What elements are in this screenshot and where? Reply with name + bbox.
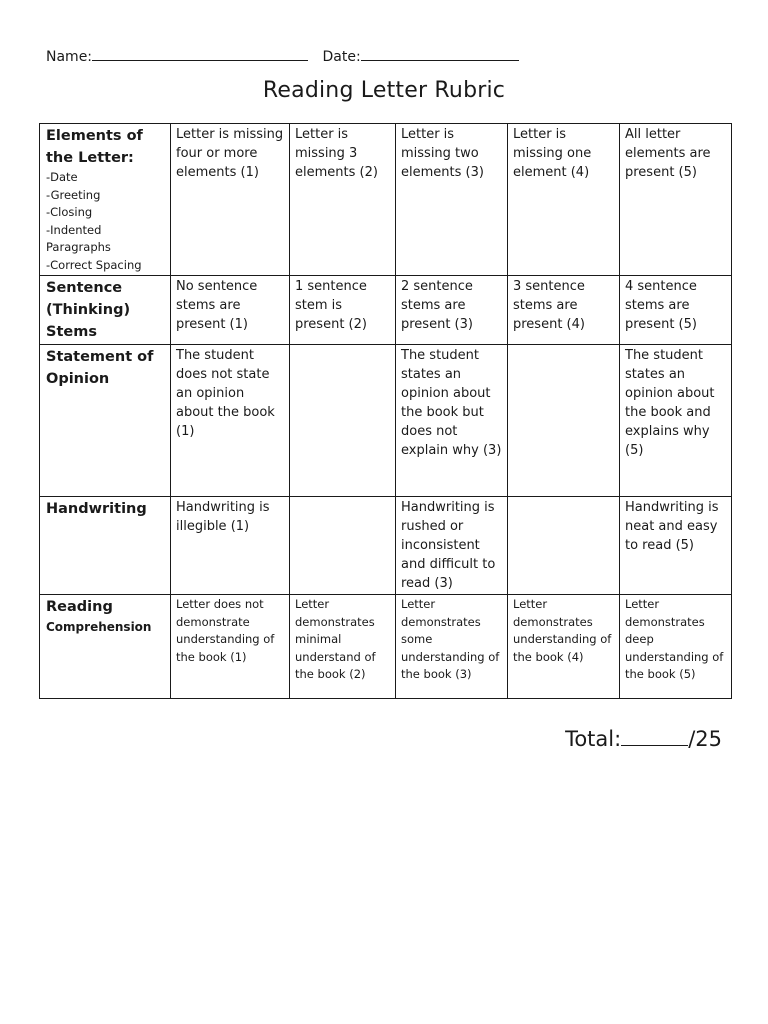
score-cell: 1 sentence stem is present (2) <box>290 276 396 345</box>
score-cell <box>508 497 620 595</box>
criterion-cell <box>40 497 171 595</box>
score-cell: Handwriting is rushed or inconsistent and difficult to read (3) <box>396 497 508 595</box>
date-field[interactable] <box>361 47 519 61</box>
score-cell: No sentence stems are present (1) <box>171 276 290 345</box>
rubric-table <box>39 123 732 699</box>
criterion-label: Handwriting <box>46 501 147 517</box>
rubric-row-sentence-stems <box>40 276 732 345</box>
score-cell: Letter demonstrates minimal understand of the book (2) <box>290 595 396 699</box>
score-cell: Letter does not demonstrate understanding of the book (1) <box>171 595 290 699</box>
score-cell: 2 sentence stems are present (3) <box>396 276 508 345</box>
criterion-cell <box>40 276 171 345</box>
criterion-list-item: -Indented Paragraphs <box>46 222 111 254</box>
score-cell: Letter is missing four or more elements (1) <box>171 124 290 276</box>
total-score <box>565 727 722 751</box>
score-cell: The student states an opinion about the book and explains why (5) <box>620 345 732 497</box>
score-cell: Letter demonstrates understanding of the book (4) <box>508 595 620 699</box>
criterion-label: Sentence (Thinking) Stems <box>46 280 131 340</box>
score-cell: The student states an opinion about the book but does not explain why (3) <box>396 345 508 497</box>
rubric-row-opinion <box>40 345 732 497</box>
criterion-label: Reading <box>46 599 113 615</box>
rubric-row-handwriting <box>40 497 732 595</box>
criterion-label: Elements of the Letter: <box>46 128 143 166</box>
page-title: Reading Letter Rubric <box>262 78 506 103</box>
total-max: /25 <box>688 727 722 751</box>
criterion-list-item: -Closing <box>46 205 93 219</box>
name-date-line <box>46 47 519 65</box>
score-cell <box>508 345 620 497</box>
score-cell: Letter is missing one element (4) <box>508 124 620 276</box>
score-cell: Handwriting is neat and easy to read (5) <box>620 497 732 595</box>
criterion-sublabel: Comprehension <box>46 620 152 634</box>
name-field[interactable] <box>92 47 308 61</box>
score-cell: The student does not state an opinion about the book (1) <box>171 345 290 497</box>
total-score-field[interactable] <box>621 727 688 746</box>
score-cell: Letter is missing 3 elements (2) <box>290 124 396 276</box>
criterion-cell <box>40 124 171 276</box>
score-cell: Handwriting is illegible (1) <box>171 497 290 595</box>
name-label: Name: <box>46 49 93 65</box>
score-cell: Letter is missing two elements (3) <box>396 124 508 276</box>
rubric-row-elements <box>40 124 732 276</box>
criterion-cell <box>40 595 171 699</box>
score-cell: 4 sentence stems are present (5) <box>620 276 732 345</box>
criterion-element-list <box>46 169 166 274</box>
score-cell <box>290 497 396 595</box>
criterion-list-item: -Greeting <box>46 187 101 202</box>
date-label: Date: <box>322 49 361 65</box>
score-cell: Letter demonstrates deep understanding of the book (5) <box>620 595 732 699</box>
score-cell: 3 sentence stems are present (4) <box>508 276 620 345</box>
score-cell: Letter demonstrates some understanding of the book (3) <box>396 595 508 699</box>
criterion-list-item: -Correct Spacing <box>46 257 142 272</box>
criterion-label: Statement of Opinion <box>46 349 154 387</box>
total-label: Total: <box>565 727 622 751</box>
criterion-list-item: -Date <box>46 170 78 184</box>
rubric-row-comprehension <box>40 595 732 699</box>
score-cell: All letter elements are present (5) <box>620 124 732 276</box>
score-cell <box>290 345 396 497</box>
criterion-cell <box>40 345 171 497</box>
